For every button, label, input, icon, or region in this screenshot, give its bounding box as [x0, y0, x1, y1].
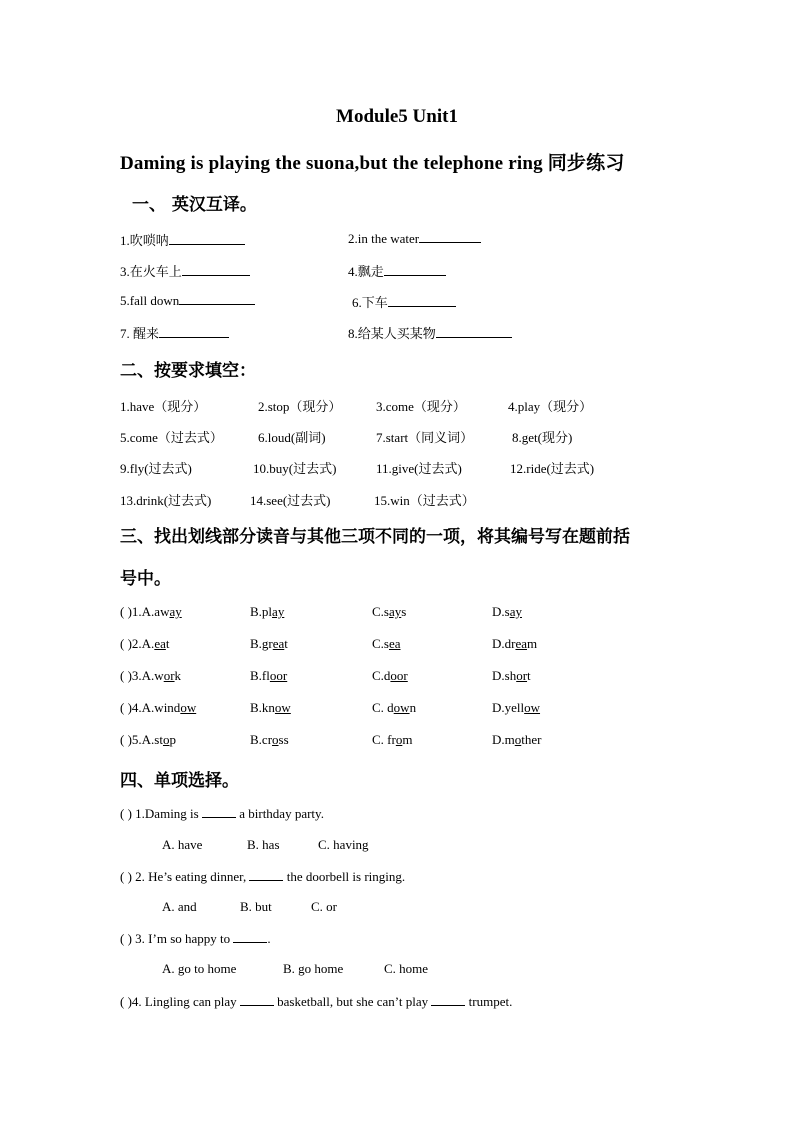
s2-item: 1.have（现分）	[120, 399, 207, 414]
section4-heading: 四、单项选择。	[120, 771, 239, 791]
answer-bracket[interactable]: ( )	[120, 636, 132, 651]
s4-option[interactable]: C. home	[384, 961, 429, 976]
page-title: Module5 Unit1	[336, 106, 458, 127]
s4-question: ( )4. Lingling can play basketball, but she can’t play trumpet.	[120, 994, 513, 1009]
s3-option: D.dream	[492, 636, 538, 651]
answer-blank[interactable]	[159, 325, 229, 338]
s4-question: ( ) 2. He’s eating dinner, the doorbell is ringing.	[120, 869, 406, 884]
s3-option: D.short	[492, 668, 531, 683]
s4-option[interactable]: A. have	[162, 837, 203, 852]
s3-option: C.sea	[372, 636, 401, 651]
s3-option: B.great	[250, 636, 288, 651]
s1-item: 5.fall down	[120, 292, 255, 309]
s1-item: 4.飘走	[348, 261, 446, 280]
s4-option[interactable]: B. go home	[283, 961, 344, 976]
s2-item: 5.come（过去式）	[120, 430, 223, 445]
answer-bracket[interactable]: ( )	[120, 931, 132, 946]
s1-item: 2.in the water	[348, 230, 481, 247]
s3-option: C.door	[372, 668, 408, 683]
answer-bracket[interactable]: ( )	[120, 700, 132, 715]
s3-option: B.know	[250, 700, 291, 715]
s2-item: 4.play（现分）	[508, 399, 593, 414]
section3-heading-cont: 号中。	[120, 569, 171, 589]
s2-item: 3.come（现分）	[376, 399, 466, 414]
s2-item: 7.start（同义词）	[376, 430, 474, 445]
answer-blank[interactable]	[384, 263, 446, 276]
s3-option: C. down	[372, 700, 417, 715]
answer-blank[interactable]	[431, 993, 465, 1006]
s1-item: 7. 醒来	[120, 323, 229, 342]
s1-item: 6.下车	[352, 292, 456, 311]
section2-heading: 二、按要求填空：	[120, 361, 256, 381]
s3-row: ( )1.A.away	[120, 604, 182, 619]
s2-item: 6.loud(副词)	[258, 430, 326, 445]
s3-option: D.yellow	[492, 700, 541, 715]
answer-blank[interactable]	[240, 993, 274, 1006]
answer-blank[interactable]	[179, 292, 255, 305]
answer-bracket[interactable]: ( )	[120, 732, 132, 747]
s3-row: ( )4.A.window	[120, 700, 197, 715]
s3-option: B.play	[250, 604, 285, 619]
s3-option: C. from	[372, 732, 413, 747]
s4-option[interactable]: A. and	[162, 899, 197, 914]
s3-option: B.floor	[250, 668, 288, 683]
s3-option: D.mother	[492, 732, 542, 747]
s4-question: ( ) 3. I’m so happy to .	[120, 931, 271, 946]
s2-item: 12.ride(过去式)	[510, 461, 595, 476]
s4-option[interactable]: C. or	[311, 899, 337, 914]
section1-heading: 一、 英汉互译。	[132, 195, 257, 215]
s3-option: B.cross	[250, 732, 289, 747]
s3-option: C.says	[372, 604, 407, 619]
answer-blank[interactable]	[202, 805, 236, 818]
s3-option: D.say	[492, 604, 522, 619]
answer-blank[interactable]	[182, 263, 250, 276]
answer-blank[interactable]	[419, 230, 481, 243]
s2-item: 9.fly(过去式)	[120, 461, 192, 476]
answer-blank[interactable]	[436, 325, 512, 338]
s1-item: 8.给某人买某物	[348, 323, 512, 342]
answer-blank[interactable]	[233, 930, 267, 943]
answer-blank[interactable]	[388, 294, 456, 307]
s2-item: 2.stop（现分）	[258, 399, 342, 414]
answer-bracket[interactable]: ( )	[120, 806, 132, 821]
s3-row: ( )5.A.stop	[120, 732, 176, 747]
s2-item: 14.see(过去式)	[250, 493, 331, 508]
s2-item: 15.win（过去式）	[374, 493, 475, 508]
s4-option[interactable]: C. having	[318, 837, 369, 852]
section3-heading: 三、找出划线部分读音与其他三项不同的一项，将其编号写在题前括	[120, 527, 630, 547]
answer-blank[interactable]	[249, 868, 283, 881]
s2-item: 8.get(现分)	[512, 430, 573, 445]
answer-bracket[interactable]: ( )	[120, 869, 132, 884]
s4-option[interactable]: A. go to home	[162, 961, 237, 976]
answer-bracket[interactable]: ( )	[120, 668, 132, 683]
s3-row: ( )2.A.eat	[120, 636, 170, 651]
s2-item: 11.give(过去式)	[376, 461, 462, 476]
s1-item: 1.吹唢呐	[120, 230, 245, 249]
answer-bracket[interactable]: ( )	[120, 994, 132, 1009]
s1-item: 3.在火车上	[120, 261, 250, 280]
answer-blank[interactable]	[169, 232, 245, 245]
s4-option[interactable]: B. but	[240, 899, 272, 914]
s4-option[interactable]: B. has	[247, 837, 280, 852]
s2-item: 13.drink(过去式)	[120, 493, 212, 508]
s3-row: ( )3.A.work	[120, 668, 182, 683]
answer-bracket[interactable]: ( )	[120, 604, 132, 619]
page-subtitle: Daming is playing the suona,but the telephone ring 同步练习	[120, 153, 625, 174]
s4-question: ( ) 1.Daming is a birthday party.	[120, 806, 324, 821]
s2-item: 10.buy(过去式)	[253, 461, 337, 476]
